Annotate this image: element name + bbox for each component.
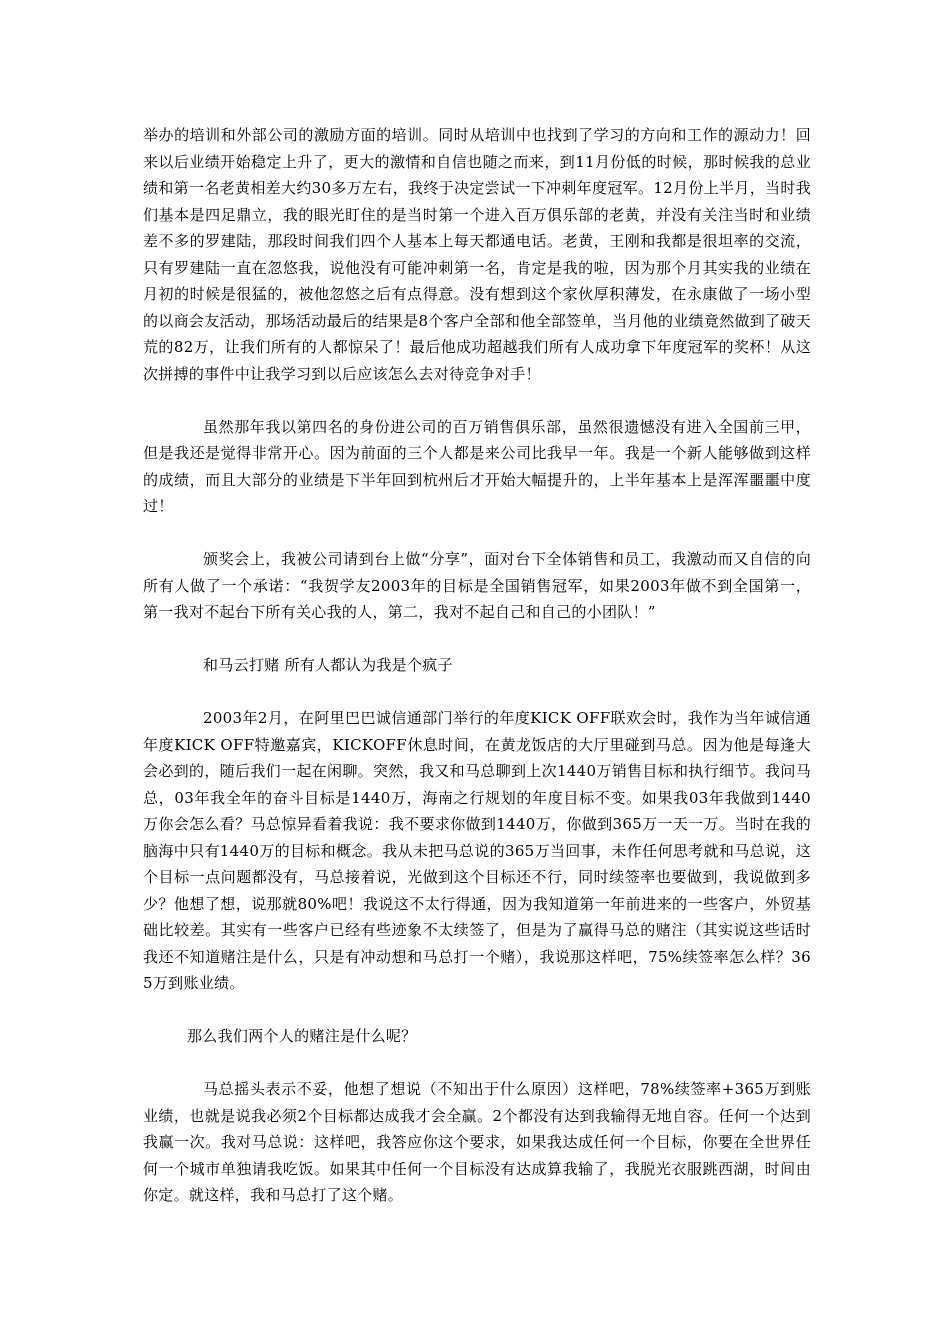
paragraph-question: 那么我们两个人的赌注是什么呢？ <box>187 1027 417 1045</box>
paragraph-fourth-place: 虽然那年我以第四名的身份进公司的百万销售俱乐部，虽然很遗憾没有进入全国前三甲，但是我还是觉得非常开心。因为前面的三个人都是来公司比我早一年。我是一个新人能够做到这样的成绩，而且大部分的业绩是下半年回到杭州后才开始大幅提升的，上半年基本上是浑浑噩噩中度过！ <box>143 417 811 515</box>
paragraph-kickoff-bet: 2003年2月，在阿里巴巴诚信通部门举行的年度KICK OFF联欢会时，我作为当年诚信通年度KICK OFF特邀嘉宾，KICKOFF休息时间，在黄龙饭店的大厅里碰到马总。因为他是每逢大会必到的，随后我们一起在闲聊。突然，我又和马总聊到上次1440万销售目标和执行细节。我问马总，03年我全年的奋斗目标是1440万，海南之行规划的年度目标不变。如果我03年我做到1440万你会怎么看？马总惊异看着我说：我不要求你做到1440万，你做到365万一天一万。当时在我的脑海中只有1440万的目标和概念。我从未把马总说的365万当回事，未作任何思考就和马总说，这个目标一点问题都没有，马总接着说，光做到这个目标还不行，同时续签率也要做到，我说做到多少？他想了想，说那就80%吧！我说这不太行得通，因为我知道第一年前进来的一些客户，外贸基础比较差。其实有一些客户已经有些迹象不太续签了，但是为了赢得马总的赌注（其实说这些话时我还不知道赌注是什么，只是有冲动想和马总打一个赌），我说那这样吧，75%续签率怎么样？365万到账业绩。 <box>143 709 811 992</box>
paragraph-bet-terms: 马总摇头表示不妥，他想了想说（不知出于什么原因）这样吧，78%续签率+365万到账业绩，也就是说我必须2个目标都达成我才会全赢。2个都没有达到我输得无地自容。任何一个达到我赢一次。我对马总说：这样吧，我答应你这个要求，如果我达成任何一个目标，你要在全世界任何一个城市单独请我吃饭。如果其中任何一个目标没有达成算我输了，我脱光衣服跳西湖，时间由你定。就这样，我和马总打了这个赌。 <box>143 1080 811 1204</box>
paragraph-award-ceremony: 颁奖会上，我被公司请到台上做“分享”，面对台下全体销售和员工，我激动而又自信的向所有人做了一个承诺：“我贺学友2003年的目标是全国销售冠军，如果2003年做不到全国第一，第一我对不起台下所有关心我的人，第二，我对不起自己和自己的小团队！” <box>143 550 811 621</box>
section-heading: 和马云打赌 所有人都认为我是个疯子 <box>203 656 453 674</box>
document-body <box>143 122 811 1235</box>
paragraph-continuation: 举办的培训和外部公司的激励方面的培训。同时从培训中也找到了学习的方向和工作的源动力！回来以后业绩开始稳定上升了，更大的激情和自信也随之而来，到11月份低的时候，那时候我的总业绩和第一名老黄相差大约30多万左右，我终于决定尝试一下冲刺年度冠军。12月份上半月，当时我们基本是四足鼎立，我的眼光盯住的是当时第一个进入百万俱乐部的老黄，并没有关注当时和业绩差不多的罗建陆，那段时间我们四个人基本上每天都通电话。老黄，王刚和我都是很坦率的交流，只有罗建陆一直在忽悠我，说他没有可能冲刺第一名，肯定是我的啦，因为那个月其实我的业绩在月初的时候是很猛的，被他忽悠之后有点得意。没有想到这个家伙厚积薄发，在永康做了一场小型的以商会友活动，那场活动最后的结果是8个客户全部和他全部签单，当月他的业绩竟然做到了破天荒的82万，让我们所有的人都惊呆了！最后他成功超越我们所有人成功拿下年度冠军的奖杯！从这次拼搏的事件中让我学习到以后应该怎么去对待竞争对手！ <box>143 126 811 383</box>
